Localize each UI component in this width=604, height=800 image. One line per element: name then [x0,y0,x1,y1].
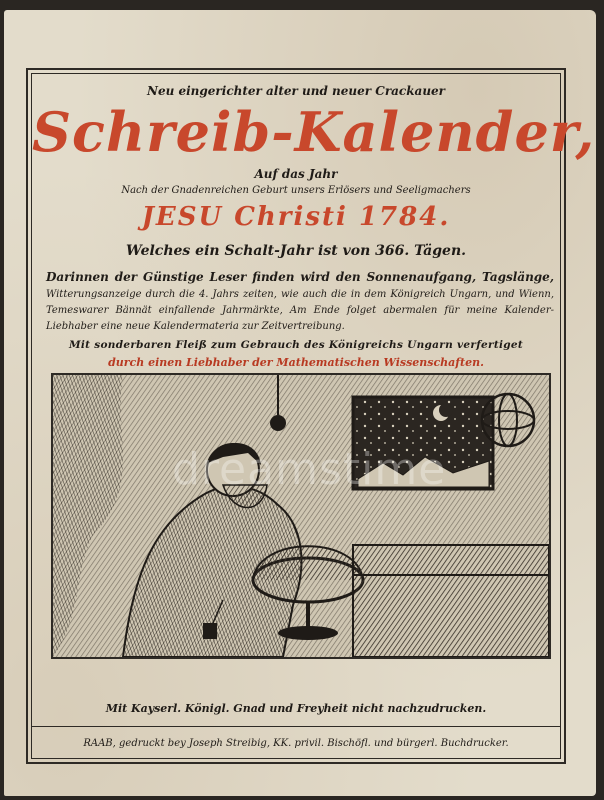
imprint-divider [32,726,560,727]
watermark-text: dreamstime [172,444,447,495]
year-line: JESU Christi 1784. [141,202,451,232]
year-intro: Auf das Jahr [254,167,338,181]
made-by-line: Mit sonderbaren Fleiß zum Gebrauch des Königreichs Ungarn verfertiget [68,339,524,351]
content-rest: Witterungsanzeige durch die 4. Jahrs zeiten, wie auch die in dem Königreich Ungarn, und Wienn, Temeswarer Bännät einfallende Jahrmärkte, Am Ende folget abermalen für meine Kalender-Liebhaber eine neue Kalendermateria zur Zeitvertreibung. [46,289,554,332]
printer-imprint: RAAB, gedruckt bey Joseph Streibig, KK. privil. Bischöfl. und bürgerl. Buchdrucker. [83,738,509,749]
privilege-line: Mit Kayserl. Königl. Gnad und Freyheit nicht nachzudrucken. [105,702,487,715]
main-title: Schreib-Kalender, [32,100,596,164]
page-border-frame [26,68,596,764]
inner-border [31,73,596,759]
header-line: Neu eingerichter alter und neuer Crackauer [146,84,445,98]
astronomer-woodcut [53,375,549,657]
content-paragraph [46,269,554,335]
year-subtitle: Nach der Gnadenreichen Geburt unsers Erlösers und Seeligmachers [121,185,471,196]
calendar-title-page [4,10,596,796]
author-line: durch einen Liebhaber der Mathematischen Wissenschaften. [108,356,484,369]
woodcut-illustration [51,373,551,659]
leap-year-line: Welches ein Schalt-Jahr ist von 366. Tägen. [126,243,466,259]
content-lead: Darinnen der Günstige Leser finden wird den Sonnenaufgang, Tagslänge, [46,270,554,284]
